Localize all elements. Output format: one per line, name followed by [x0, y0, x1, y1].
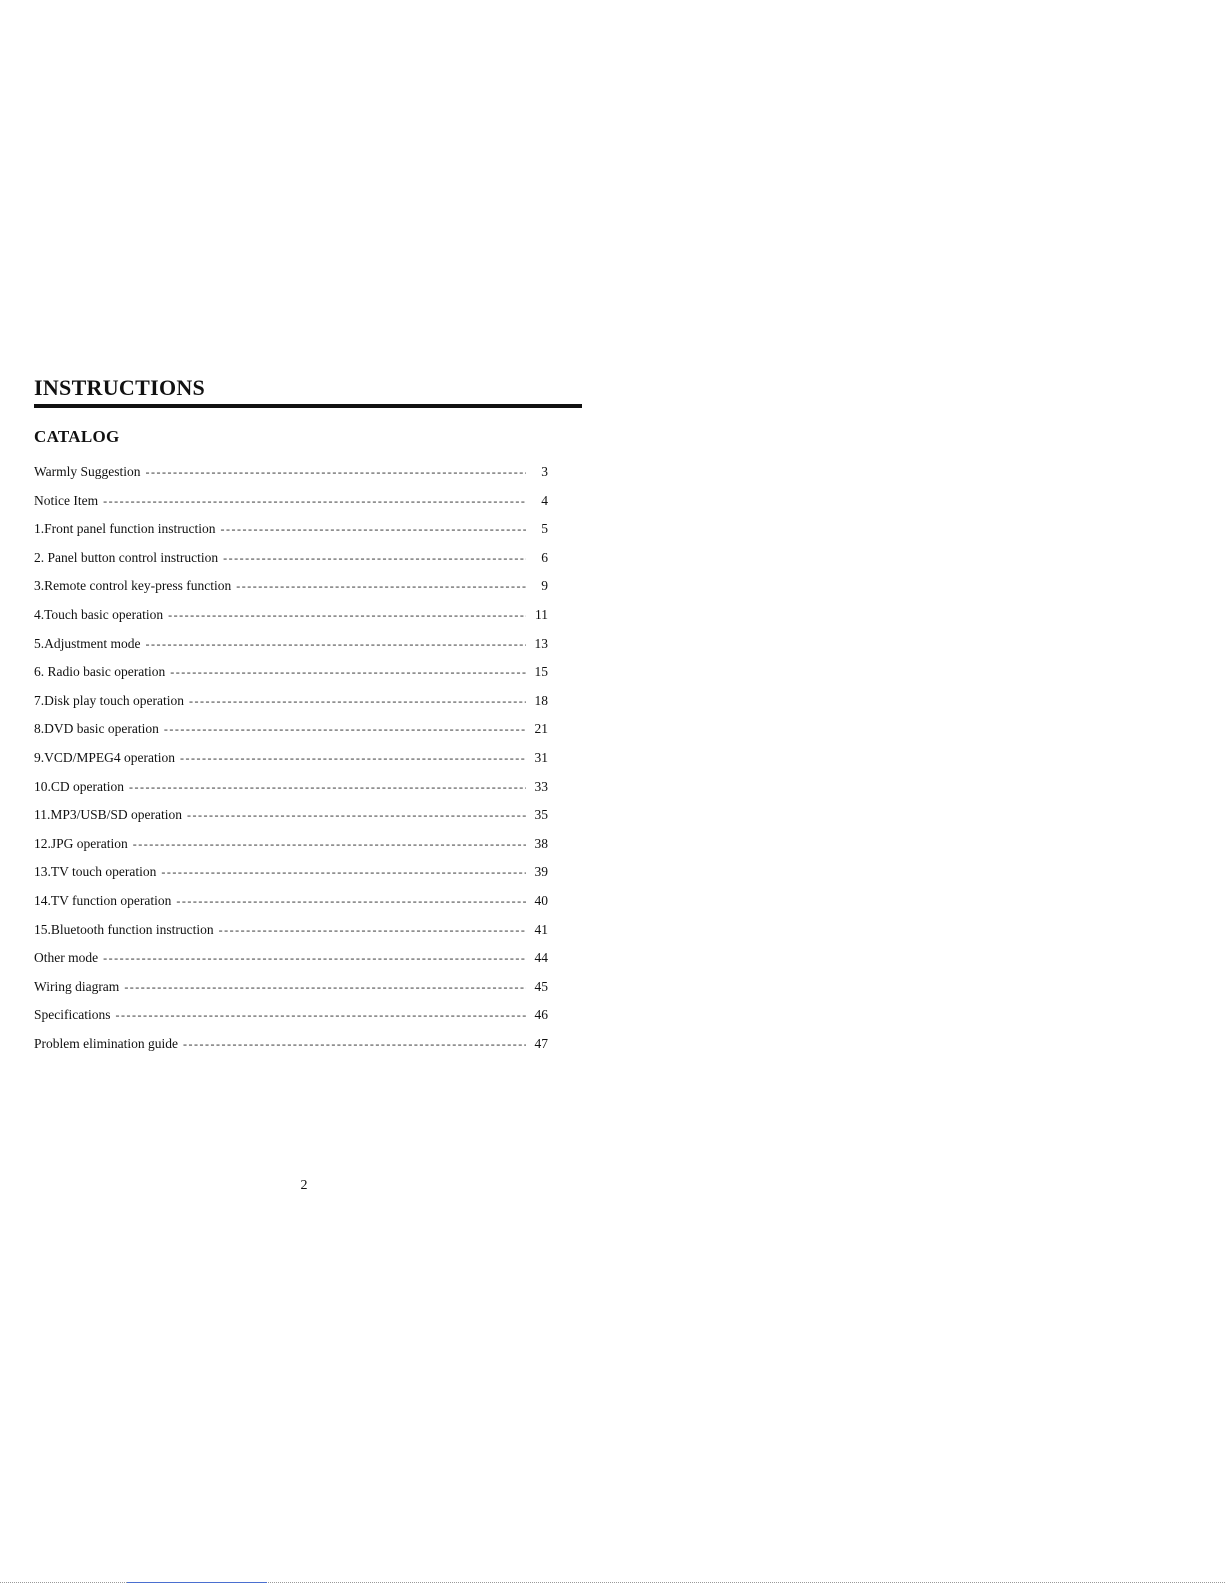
toc-leader	[133, 830, 526, 859]
toc-entry	[34, 687, 548, 716]
toc-entry	[34, 487, 548, 516]
catalog-heading: CATALOG	[34, 427, 120, 446]
toc-leader	[129, 773, 526, 802]
toc-entry	[34, 916, 548, 945]
toc-leader	[180, 744, 526, 773]
toc-entry	[34, 572, 548, 601]
bottom-edge-mark	[127, 1582, 267, 1583]
toc-entry-title: Wiring diagram	[34, 978, 120, 994]
toc-entry-page: 33	[534, 778, 548, 794]
toc-entry-page: 47	[534, 1035, 548, 1051]
toc-entry	[34, 658, 548, 687]
toc-leader	[176, 887, 526, 916]
toc-leader	[164, 715, 526, 744]
toc-entry	[34, 744, 548, 773]
toc-leader	[146, 630, 527, 659]
toc-entry-page: 45	[534, 978, 548, 994]
toc-entry-page: 3	[541, 464, 548, 479]
toc-leader	[115, 1001, 526, 1030]
toc-entry-page: 44	[534, 950, 548, 966]
toc-entry	[34, 887, 548, 916]
toc-leader	[220, 515, 526, 544]
toc-entry	[34, 773, 548, 802]
toc-entry-title: 4.Touch basic operation	[34, 606, 164, 622]
toc-entry-page: 18	[534, 692, 548, 708]
toc-entry	[34, 544, 548, 573]
toc-entry	[34, 458, 548, 487]
toc-entry-page: 41	[534, 921, 548, 937]
toc-entry-title: Notice Item	[34, 492, 99, 508]
toc-entry	[34, 944, 548, 973]
toc-entry-title: 1.Front panel function instruction	[34, 521, 216, 537]
title-rule	[34, 404, 582, 408]
toc-entry-page: 4	[541, 492, 548, 508]
toc-entry-page: 38	[534, 835, 548, 851]
toc-entry-page: 35	[534, 807, 548, 823]
toc-entry-title: 10.CD operation	[34, 778, 124, 794]
toc-leader	[170, 658, 526, 687]
toc-entry-title: 8.DVD basic operation	[34, 721, 159, 737]
toc-entry-page: 31	[534, 749, 548, 765]
toc-entry	[34, 1030, 548, 1059]
toc-entry-page: 39	[534, 864, 548, 880]
toc-entry-title: 12.JPG operation	[34, 835, 128, 851]
toc-entry	[34, 630, 548, 659]
toc-entry-title: 7.Disk play touch operation	[34, 692, 184, 708]
toc-entry-page: 13	[534, 635, 548, 651]
toc-entry-title: Problem elimination guide	[34, 1035, 178, 1051]
toc-entry-title: 11.MP3/USB/SD operation	[34, 807, 183, 823]
toc-leader	[236, 572, 526, 601]
toc-entry-title: 15.Bluetooth function instruction	[34, 921, 214, 937]
toc-entry-title: 2. Panel button control instruction	[34, 549, 219, 565]
toc-entry-title: Other mode	[34, 950, 99, 966]
toc-leader	[103, 944, 526, 973]
toc-entry-title: 6. Radio basic operation	[34, 664, 166, 680]
toc-entry-page: 11	[535, 606, 548, 622]
toc-entry-page: 46	[534, 1007, 548, 1023]
page-title: INSTRUCTIONS	[34, 375, 206, 400]
toc-entry-page: 9	[541, 578, 548, 594]
toc-entry-page: 6	[541, 549, 548, 565]
page-number: 2	[300, 1178, 308, 1193]
toc-leader	[103, 487, 526, 516]
toc-leader	[223, 544, 526, 573]
toc-entry	[34, 1001, 548, 1030]
toc-leader	[189, 687, 526, 716]
toc-leader	[187, 801, 526, 830]
toc-entry-title: Specifications	[34, 1007, 111, 1023]
toc-entry	[34, 858, 548, 887]
toc-entry	[34, 601, 548, 630]
toc-entry	[34, 830, 548, 859]
toc-entry	[34, 515, 548, 544]
toc-entry-title: 3.Remote control key-press function	[34, 578, 232, 594]
toc-entry-title: 14.TV function operation	[34, 892, 172, 908]
toc-entry-page: 15	[534, 664, 548, 680]
toc-entry-title: 5.Adjustment mode	[34, 635, 141, 651]
toc-entry-page: 5	[541, 521, 548, 537]
toc-entry	[34, 715, 548, 744]
page-header	[34, 374, 582, 408]
toc-entry	[34, 973, 548, 1002]
toc-leader	[219, 916, 526, 945]
toc-leader	[146, 458, 526, 487]
toc-leader	[161, 858, 526, 887]
toc-entry-page: 21	[534, 721, 548, 737]
toc-entry	[34, 801, 548, 830]
table-of-contents	[34, 458, 548, 1058]
toc-leader	[168, 601, 526, 630]
toc-entry-title: 9.VCD/MPEG4 operation	[34, 749, 175, 765]
toc-leader	[124, 973, 526, 1002]
toc-entry-title: Warmly Suggestion	[34, 464, 141, 479]
toc-entry-title: 13.TV touch operation	[34, 864, 157, 880]
toc-entry-page: 40	[534, 892, 548, 908]
toc-leader	[183, 1030, 526, 1059]
